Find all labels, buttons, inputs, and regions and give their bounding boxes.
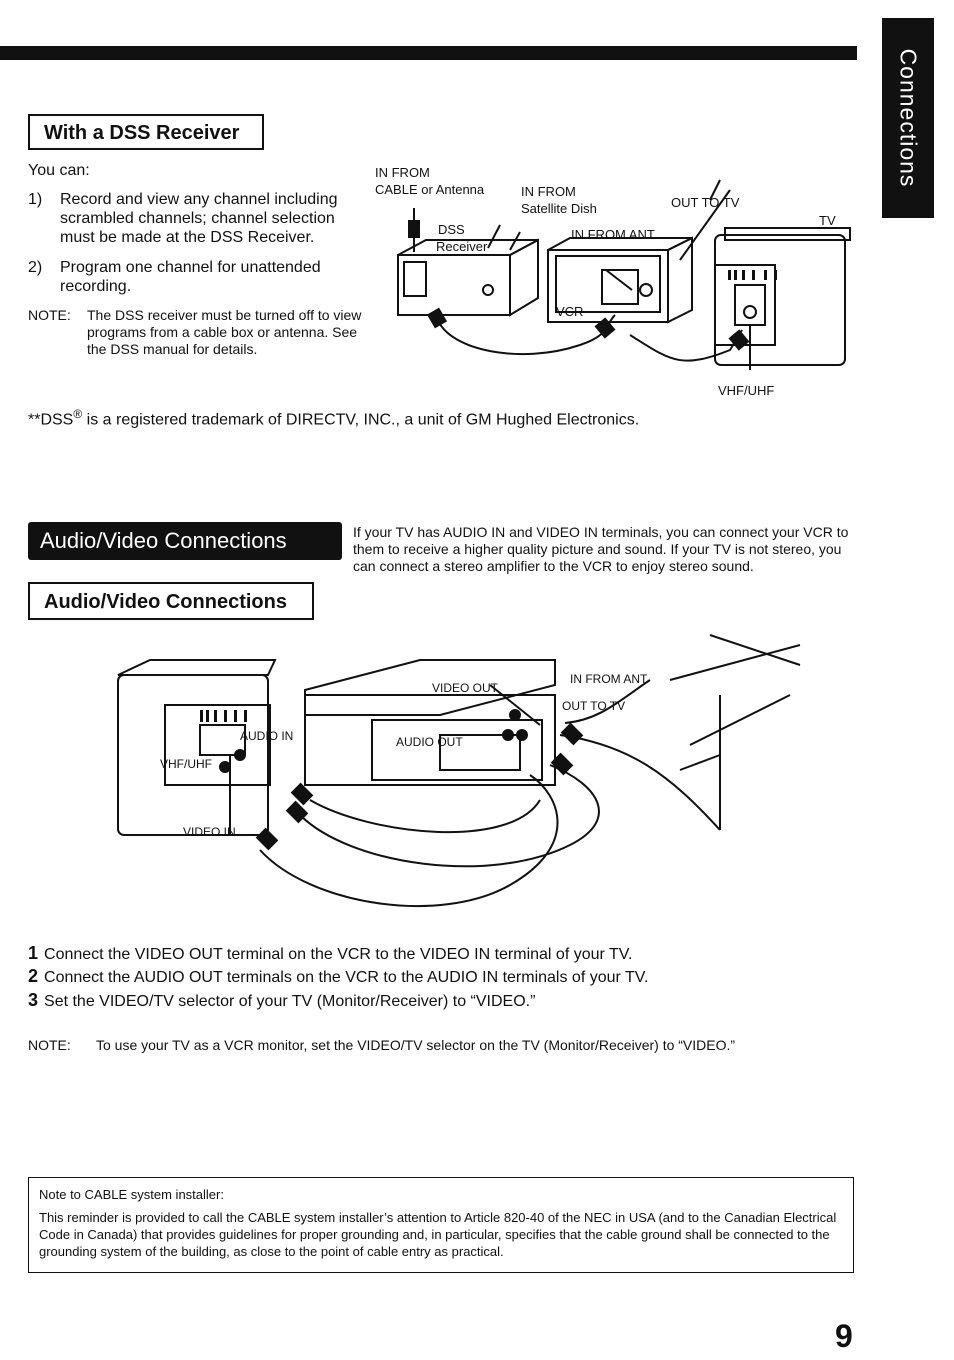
- av-heading: Audio/Video Connections: [28, 582, 314, 620]
- dss-item-1-text: Record and view any channel including scrambled channels; channel selection must be made at the DSS Receiver.: [60, 191, 338, 246]
- av-intro: If your TV has AUDIO IN and VIDEO IN terminals, you can connect your VCR to them to receive a higher quality picture and sound. If your TV is not stereo, you can connect a stereo amplifier to the VCR to enjoy stereo sound.: [353, 524, 849, 574]
- step-2: [28, 966, 648, 987]
- registered-mark: ®: [73, 407, 83, 421]
- label-av-vhf-uhf: VHF/UHF: [160, 757, 212, 771]
- av-diagram: [110, 605, 810, 935]
- step-2-num: 2: [28, 966, 39, 986]
- page-number: 9: [835, 1318, 853, 1354]
- dss-intro: You can:: [28, 162, 90, 179]
- av-note-label: NOTE:: [28, 1037, 71, 1053]
- step-3-num: 3: [28, 990, 39, 1010]
- section-tab-label: Connections: [895, 48, 922, 188]
- cable-installer-note: [28, 1177, 854, 1273]
- step-2-text: Connect the AUDIO OUT terminals on the VCR to the AUDIO IN terminals of your TV.: [44, 969, 649, 986]
- label-video-in: VIDEO IN: [183, 825, 236, 839]
- label-in-from-sat-1: IN FROM: [521, 184, 576, 199]
- dss-receiver-body: [398, 255, 510, 315]
- label-vcr: VCR: [556, 304, 584, 319]
- step-1-num: 1: [28, 943, 39, 963]
- section-tab: [882, 18, 934, 218]
- dss-item-1-num: 1): [28, 191, 43, 208]
- label-in-from-sat-2: Satellite Dish: [521, 201, 597, 216]
- step-3: [28, 990, 535, 1011]
- dss-heading: With a DSS Receiver: [28, 114, 264, 150]
- label-dss-2: Receiver: [436, 239, 488, 254]
- label-video-out: VIDEO OUT: [432, 681, 499, 695]
- label-in-from-ant: IN FROM ANT.: [571, 227, 657, 242]
- label-out-to-tv: OUT TO TV: [671, 195, 740, 210]
- dss-note-label: NOTE:: [28, 307, 71, 323]
- trademark-prefix: **DSS: [28, 411, 74, 429]
- trademark-line: [28, 405, 639, 429]
- label-audio-in: AUDIO IN: [240, 729, 294, 743]
- av-banner: Audio/Video Connections: [28, 522, 342, 560]
- dss-item-2: [28, 258, 368, 298]
- label-av-out-to-tv: OUT TO TV: [562, 699, 626, 713]
- dss-item-2-num: 2): [28, 259, 43, 276]
- label-audio-out: AUDIO OUT: [396, 735, 463, 749]
- label-in-from-cable-2: CABLE or Antenna: [375, 182, 485, 197]
- cable-note-title: Note to CABLE system installer:: [39, 1187, 224, 1202]
- cable-note-text: This reminder is provided to call the CABLE system installer’s attention to Article 820-40 of the NEC in USA (and to the Canadian Electrical Code in Canada) that provides guidelines for proper grounding and, in particular, specifies that the cable ground shall be connected to the grounding system of the building, as close to the point of cable entry as practical.: [39, 1210, 837, 1259]
- step-3-text: Set the VIDEO/TV selector of your TV (Monitor/Receiver) to “VIDEO.”: [44, 993, 536, 1010]
- label-tv: TV: [819, 213, 836, 228]
- dss-note-text: The DSS receiver must be turned off to view programs from a cable box or antenna. See the DSS manual for details.: [87, 307, 362, 357]
- dss-item-1: [28, 190, 368, 250]
- label-vhf-uhf: VHF/UHF: [718, 383, 775, 398]
- dss-item-2-text: Program one channel for unattended recording.: [60, 259, 321, 295]
- label-dss-1: DSS: [438, 222, 465, 237]
- step-1-text: Connect the VIDEO OUT terminal on the VCR to the VIDEO IN terminal of your TV.: [44, 946, 633, 963]
- av-note-text: To use your TV as a VCR monitor, set the VIDEO/TV selector on the TV (Monitor/Receiver) to “VIDEO.”: [96, 1037, 736, 1053]
- label-in-from-cable-1: IN FROM: [375, 165, 430, 180]
- top-rule: [0, 46, 857, 60]
- label-av-in-from-ant: IN FROM ANT: [570, 672, 648, 686]
- step-1: [28, 943, 632, 964]
- trademark-text: is a registered trademark of DIRECTV, INC., a unit of GM Hughed Electronics.: [82, 411, 640, 429]
